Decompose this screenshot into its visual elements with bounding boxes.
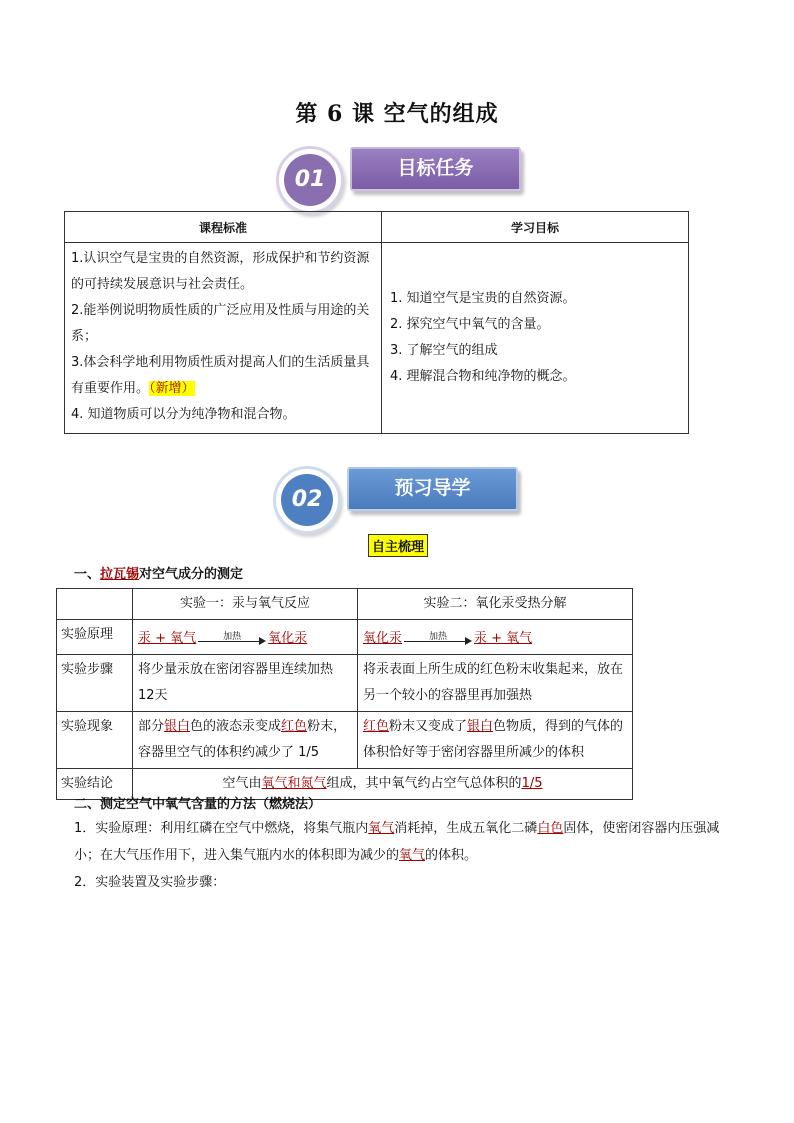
equation-products: 氧化汞 [268,631,308,646]
equation-cell [358,620,633,655]
heading-combustion-method: 二、测定空气中氧气含量的方法（燃烧法） [74,797,322,812]
section-number: 01 [284,154,336,206]
conclusion-cell: 空气由氧气和氮气组成，其中氧气约占空气总体积的1/5 [133,769,633,800]
standard-item: 2.能举例说明物质性质的广泛应用及性质与用途的关系； [71,303,370,344]
section-label: 预习导学 [347,467,518,511]
paragraph-apparatus: 2．实验装置及实验步骤： [74,875,226,890]
table-row [57,620,633,655]
new-tag: （新增） [149,381,195,396]
objective-item: 3. 了解空气的组成 [390,343,498,358]
section-number: 02 [281,474,333,526]
self-study-tag: 自主梳理 [368,534,428,557]
standard-item: 4. 知道物质可以分为纯净物和混合物。 [71,407,296,422]
row-label: 实验步骤 [57,655,133,712]
objective-item: 4. 理解混合物和纯净物的概念。 [390,369,576,384]
table-cell: 部分银白色的液态汞变成红色粉末，容器里空气的体积约减少了 1/5 [133,712,358,769]
equation-reactants: 氧化汞 [363,631,403,646]
objective-item: 2. 探究空气中氧气的含量。 [390,317,550,332]
standard-item: 1.认识空气是宝贵的自然资源，形成保护和节约资源的可持续发展意识与社会责任。 [71,251,370,292]
reaction-arrow-icon: 加热 [198,632,266,646]
table-cell: 将汞表面上所生成的红色粉末收集起来，放在另一个较小的容器里再加强热 [358,655,633,712]
table-cell: 将少量汞放在密闭容器里连续加热 12天 [133,655,358,712]
section-label: 目标任务 [350,147,521,191]
goals-table [64,211,689,434]
objective-item: 1. 知道空气是宝贵的自然资源。 [390,291,576,306]
lavoisier-table [56,588,633,800]
row-label: 实验结论 [57,769,133,800]
equation-products: 汞 + 氧气 [474,631,533,646]
equation-cell [133,620,358,655]
objectives-cell [382,243,689,434]
page-title: 第 6 课 空气的组成 [295,101,499,127]
heading-lavoisier: 一、拉瓦锡对空气成分的测定 [74,567,244,582]
table-header: 实验一：汞与氧气反应 [133,589,358,620]
row-label: 实验现象 [57,712,133,769]
table-header: 学习目标 [382,212,689,243]
table-header: 实验二：氧化汞受热分解 [358,589,633,620]
section-number-badge [273,466,341,534]
equation-reactants: 汞 + 氧气 [138,631,197,646]
standard-item: 3.体会科学地利用物质性质对提高人们的生活质量具有重要作用。（新增） [71,355,370,396]
section-number-badge [276,146,344,214]
table-cell: 红色粉末又变成了银白色物质，得到的气体的体积恰好等于密闭容器里所减少的体积 [358,712,633,769]
reaction-arrow-icon: 加热 [404,632,472,646]
paragraph-principle: 1．实验原理：利用红磷在空气中燃烧，将集气瓶内氧气消耗掉，生成五氧化二磷白色固体，使密闭容器内压强减小；在大气压作用下，进入集气瓶内水的体积即为减少的氧气的体积。 [74,821,720,863]
standards-cell [65,243,382,434]
table-row [57,655,633,712]
table-header: 课程标准 [65,212,382,243]
row-label: 实验原理 [57,620,133,655]
table-row [57,712,633,769]
